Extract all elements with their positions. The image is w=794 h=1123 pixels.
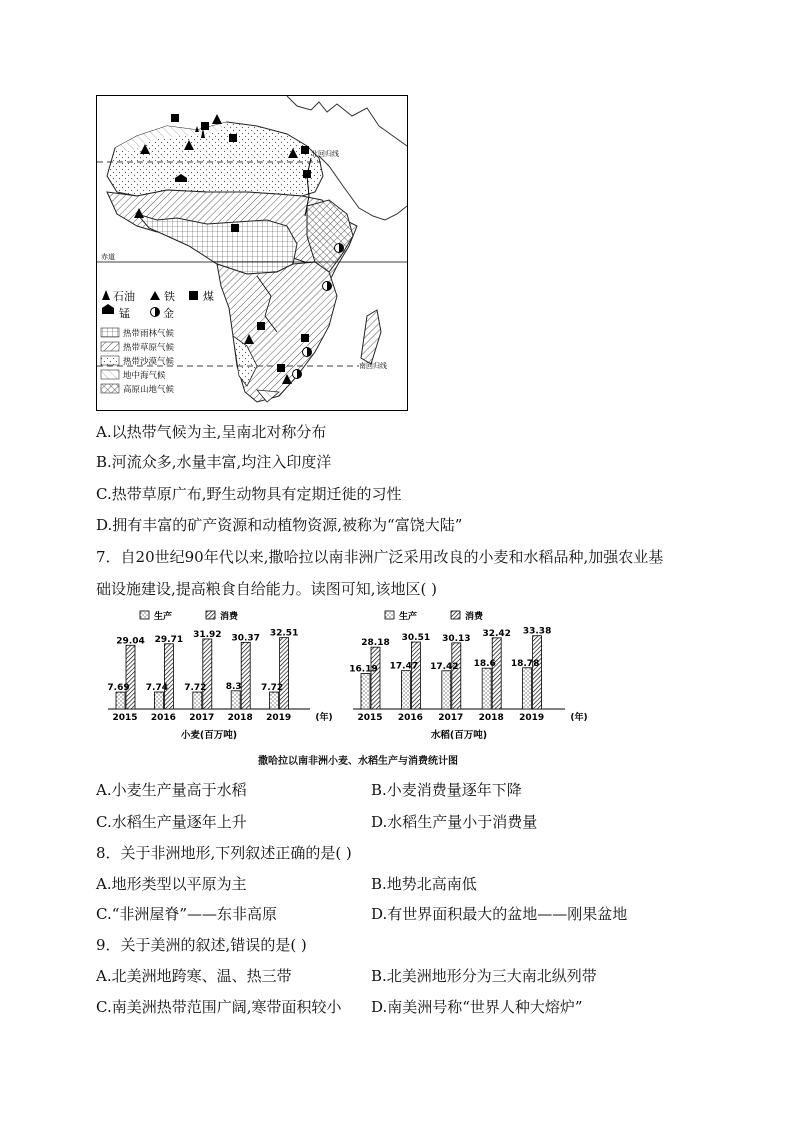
data-label-consumption: 29.71 <box>154 634 184 645</box>
coal-legend-label: 煤 <box>203 290 214 303</box>
bar-consumption <box>203 639 212 709</box>
legend-rainforest: 热带雨林气候 <box>123 329 175 339</box>
bar-production <box>270 692 279 709</box>
bar-consumption <box>533 636 542 709</box>
bar-consumption <box>164 644 173 709</box>
coal-icon <box>201 122 209 130</box>
bar-consumption <box>126 645 135 709</box>
bar-production <box>193 692 202 709</box>
coal-icon <box>231 224 239 232</box>
q8-stem: 8．关于非洲地形,下列叙述正确的是( ) <box>96 844 352 862</box>
chart-title: 水稻(百万吨) <box>430 730 488 741</box>
legend-mediterranean: 地中海气候 <box>123 371 166 381</box>
tick-label-year: 2018 <box>478 713 504 723</box>
coal-icon <box>171 114 179 122</box>
africa-map <box>96 95 408 411</box>
coal-icon <box>257 322 265 330</box>
data-label-consumption: 32.42 <box>482 628 511 639</box>
bar-production <box>361 673 370 709</box>
bar-production <box>401 671 410 709</box>
map-legend <box>101 289 214 395</box>
legend-highland: 高原山地气候 <box>123 385 175 395</box>
manganese-legend-label: 锰 <box>119 307 130 320</box>
q9-option-d: D.南美洲号称“世界人种大熔炉” <box>371 998 583 1016</box>
tropic-cancer-label: 北回归线 <box>311 150 339 158</box>
q8-option-d: D.有世界面积最大的盆地——刚果盆地 <box>371 905 628 923</box>
bar-production <box>442 671 451 709</box>
bar-production <box>523 668 532 709</box>
data-label-consumption: 30.13 <box>442 633 471 644</box>
q9-option-c: C.南美洲热带范围广阔,寒带面积较小 <box>96 998 342 1016</box>
iron-legend-label: 铁 <box>164 290 175 303</box>
bar-production <box>154 692 163 709</box>
tick-label-year: 2016 <box>397 713 423 723</box>
iron-legend-icon <box>150 291 160 300</box>
tick-label-year: 2019 <box>266 713 292 723</box>
legend-production-swatch <box>385 611 394 619</box>
q8-option-b: B.地势北高南低 <box>371 875 477 893</box>
q6-option-b: B.河流众多,水量丰富,均注入印度洋 <box>96 453 332 471</box>
q8-option-c: C.“非洲屋脊”——东非高原 <box>96 905 278 923</box>
data-label-production: 18.78 <box>510 658 540 669</box>
bar-consumption <box>492 638 501 709</box>
gold-legend-label: 金 <box>163 307 174 320</box>
manganese-legend-icon <box>102 304 114 314</box>
tick-label-year: 2019 <box>519 713 545 723</box>
legend-savanna: 热带草原气候 <box>123 343 175 353</box>
x-unit-label: (年) <box>315 713 333 723</box>
equator-label: 赤道 <box>101 253 115 261</box>
data-label-consumption: 28.18 <box>361 638 390 649</box>
rice-chart <box>345 608 595 748</box>
q7-option-c: C.水稻生产量逐年上升 <box>96 813 247 831</box>
tick-label-year: 2015 <box>357 713 383 723</box>
legend-consumption-label: 消费 <box>220 612 239 622</box>
q7-option-d: D.水稻生产量小于消费量 <box>371 813 538 831</box>
bar-production <box>231 691 240 709</box>
data-label-consumption: 29.04 <box>116 636 145 647</box>
bar-consumption <box>241 642 250 709</box>
madagascar <box>361 310 381 364</box>
q7-stem-line2: 础设施建设,提高粮食自给能力。读图可知,该地区( ) <box>96 580 438 598</box>
q6-option-a: A.以热带气候为主,呈南北对称分布 <box>96 423 327 441</box>
chart-title: 小麦(百万吨) <box>180 730 238 741</box>
legend-production-label: 生产 <box>399 612 418 622</box>
tick-label-year: 2015 <box>112 713 138 723</box>
coal-icon <box>277 364 285 372</box>
figure-caption: 撒哈拉以南非洲小麦、水稻生产与消费统计图 <box>258 756 458 767</box>
data-label-production: 7.69 <box>107 683 130 694</box>
tropic-capricorn-label: 南回归线 <box>359 362 387 370</box>
desert-region <box>107 122 323 196</box>
bar-production <box>116 692 125 709</box>
tick-label-year: 2016 <box>150 713 176 723</box>
data-label-production: 8.3 <box>225 681 242 692</box>
eurasia-coast <box>287 96 407 146</box>
data-label-consumption: 30.37 <box>231 633 260 644</box>
data-label-consumption: 33.38 <box>522 626 552 637</box>
data-label-consumption: 32.51 <box>269 628 299 639</box>
coal-icon <box>301 334 309 342</box>
data-label-production: 7.74 <box>145 683 169 694</box>
x-unit-label: (年) <box>570 713 588 723</box>
coal-icon <box>301 146 309 154</box>
q7-option-b: B.小麦消费量逐年下降 <box>371 781 522 799</box>
wheat-chart <box>100 608 340 748</box>
legend-consumption-swatch <box>206 611 215 619</box>
coal-icon <box>229 134 237 142</box>
legend-production-swatch <box>140 611 149 619</box>
legend-consumption-label: 消费 <box>465 612 484 622</box>
oil-legend-icon <box>102 290 110 300</box>
tick-label-year: 2017 <box>189 713 215 723</box>
legend-consumption-swatch <box>451 611 460 619</box>
data-label-production: 17.42 <box>430 661 459 672</box>
data-label-production: 7.72 <box>260 683 284 694</box>
data-label-consumption: 31.92 <box>193 629 222 640</box>
data-label-production: 17.47 <box>389 661 419 672</box>
oil-legend-label: 石油 <box>113 290 135 303</box>
q9-option-a: A.北美洲地跨寒、温、热三带 <box>96 967 292 985</box>
data-label-production: 16.19 <box>349 664 378 675</box>
bar-consumption <box>280 638 289 709</box>
tick-label-year: 2018 <box>227 713 253 723</box>
q9-option-b: B.北美洲地形分为三大南北纵列带 <box>371 967 597 985</box>
q7-option-a: A.小麦生产量高于水稻 <box>96 781 247 799</box>
tick-label-year: 2017 <box>438 713 464 723</box>
data-label-production: 18.6 <box>473 659 496 670</box>
bar-consumption <box>452 643 461 709</box>
coal-legend-icon <box>189 291 198 300</box>
data-label-production: 7.72 <box>184 683 207 694</box>
bar-consumption <box>371 647 380 709</box>
coal-icon <box>303 170 311 178</box>
africa-map-svg <box>97 96 407 410</box>
bar-production <box>482 668 491 709</box>
q9-stem: 9．关于美洲的叙述,错误的是( ) <box>96 936 307 954</box>
data-label-consumption: 30.51 <box>401 633 431 644</box>
bar-consumption <box>411 642 420 709</box>
legend-production-label: 生产 <box>154 612 173 622</box>
legend-desert: 热带沙漠气候 <box>123 357 175 367</box>
q8-option-a: A.地形类型以平原为主 <box>96 875 247 893</box>
q6-option-d: D.拥有丰富的矿产资源和动植物资源,被称为“富饶大陆” <box>96 516 463 534</box>
q6-option-c: C.热带草原广布,野生动物具有定期迁徙的习性 <box>96 485 402 503</box>
iron-icon <box>212 114 222 124</box>
q7-stem-line1: 7．自20世纪90年代以来,撒哈拉以南非洲广泛采用改良的小麦和水稻品种,加强农业基 <box>96 548 664 566</box>
